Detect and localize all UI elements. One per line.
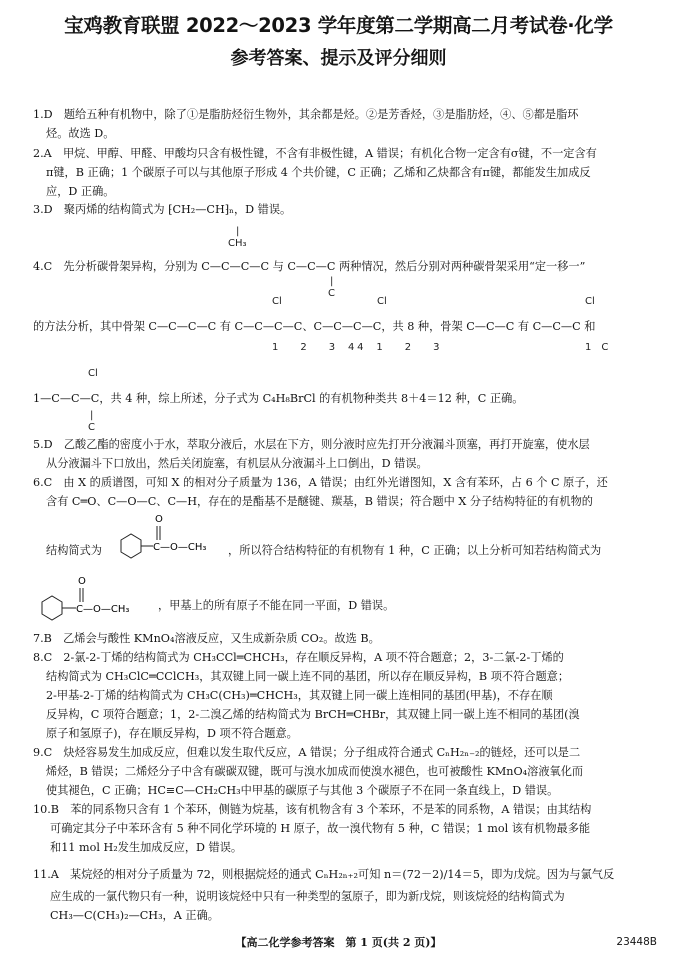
answer-9-line-1: 9.C 炔烃容易发生加成反应，但难以发生取代反应，A 错误；分子组成符合通式 CₙH₂ₙ₋₂的链烃，还可以是二 [33, 746, 581, 759]
answer-11-line-2: 应生成的一氯代物只有一种，说明该烷烃中只有一种类型的氢原子，即为新戊烷，则该烷烃的结构简式为 [50, 890, 565, 903]
answer-1-line-1: 1.D 题给五种有机物中，除了①是脂肪烃衍生物外，其余都是烃。②是芳香烃，③是脂肪烃，④、⑤都是脂环 [33, 108, 579, 121]
position-numbers-a: 1 2 3 4 [272, 342, 370, 353]
cl-label-c: Cl [585, 296, 595, 307]
answer-6-line-2: 含有 C═O、C—O—C、C—H，存在的是酯基不是醚键、羰基，B 错误；符合题中 X 分子结构特征的有机物的 [46, 495, 593, 508]
position-numbers-b: 4 1 2 3 [348, 342, 446, 353]
answer-8-line-1: 8.C 2-氯-2-丁烯的结构简式为 CH₃CCl═CHCH₃，存在顺反异构，A 项不符合题意；2，3-二氯-2-丁烯的 [33, 651, 564, 664]
answer-8-line-3: 2-甲基-2-丁烯的结构简式为 CH₃C(CH₃)═CHCH₃，其双键上同一碳上连相同的基团(甲基)，不存在顺 [46, 689, 553, 702]
answer-10-line-3: 和11 mol H₂发生加成反应，D 错误。 [50, 841, 243, 854]
answer-11-line-3: CH₃—C(CH₃)₂—CH₃，A 正确。 [50, 909, 219, 922]
answer-4-line-1: 4.C 先分析碳骨架异构，分别为 C—C—C—C 与 C—C—C 两种情况，然后分别对两种碳骨架采用“定一移一” [33, 260, 586, 273]
answer-6-line-4: ，所以符合结构特征的有机物有 1 种，C 正确；以上分析可知若结构简式为 [228, 544, 602, 557]
position-numbers-c: 1 C [585, 342, 609, 353]
answer-2-line-3: 应，D 正确。 [46, 185, 115, 198]
svg-text:O: O [78, 576, 86, 587]
answer-8-line-5: 原子和氢原子)，存在顺反异构，D 项不符合题意。 [46, 727, 298, 740]
skeleton-branch-c-2: | C [88, 410, 95, 433]
answer-2-line-2: π键，B 正确；1 个碳原子可以与其他原子形成 4 个共价键，C 正确；乙烯和乙炔都含有π键，都能发生加成反 [46, 166, 591, 179]
answer-7-line-1: 7.B 乙烯会与酸性 KMnO₄溶液反应，又生成新杂质 CO₂。故选 B。 [33, 632, 380, 645]
answer-6-line-5: ，甲基上的所有原子不能在同一平面，D 错误。 [158, 599, 395, 612]
page-footer: 【高二化学参考答案 第 1 页(共 2 页)】 [235, 936, 442, 949]
answer-8-line-2: 结构简式为 CH₃ClC═CClCH₃，其双键上同一碳上连不同的基团，所以存在顺反异构，B 项不符合题意； [46, 670, 570, 683]
answer-4-line-2: 的方法分析，其中骨架 C—C—C—C 有 C—C—C—C、C—C—C—C，共 8 种，骨架 C—C—C 有 C—C—C 和 [33, 320, 596, 333]
answer-9-line-3: 使其褪色，C 正确；HC≡C—CH₂CH₃中甲基的碳原子与其他 3 个碳原子不在同一条直线上，D 错误。 [46, 784, 559, 797]
cl-label-d: Cl [88, 368, 98, 379]
answer-11-line-1: 11.A 某烷烃的相对分子质量为 72，则根据烷烃的通式 CₙH₂ₙ₊₂可知 n＝(72－2)/14＝5，即为戊烷。因为与氯气反 [33, 868, 615, 881]
answer-10-line-1: 10.B 苯的同系物只含有 1 个苯环，侧链为烷基，该有机物含有 3 个苯环，不是苯的同系物，A 错误；由其结构 [33, 803, 592, 816]
methyl-benzoate-structure-2 [36, 570, 156, 624]
answer-8-line-4: 反异构，C 项符合题意；1，2-二溴乙烯的结构简式为 BrCH═CHBr，其双键上同一碳上连不相同的基团(溴 [46, 708, 580, 721]
svg-text:C—O—CH₃: C—O—CH₃ [153, 542, 207, 553]
answer-2-line-1: 2.A 甲烷、甲醇、甲醛、甲酸均只含有极性键，不含有非极性键，A 错误；有机化合物一定含有σ键，不一定含有 [33, 147, 597, 160]
answer-3-line-1: 3.D 聚丙烯的结构简式为 ⁅CH₂—CH⁆ₙ，D 错误。 [33, 203, 292, 216]
document-code: 23448B [616, 936, 657, 948]
skeleton-branch-c: | C [328, 276, 335, 299]
answer-6-line-3: 结构简式为 [46, 544, 102, 557]
cl-label-a: Cl [272, 296, 282, 307]
polypropylene-branch: | CH₃ [228, 226, 247, 249]
answer-10-line-2: 可确定其分子中苯环含有 5 种不同化学环境的 H 原子，故一溴代物有 5 种，C 错误；1 mol 该有机物最多能 [50, 822, 591, 835]
answer-1-line-2: 烃。故选 D。 [46, 127, 115, 140]
svg-text:C—O—CH₃: C—O—CH₃ [76, 604, 130, 615]
methyl-benzoate-structure-1 [105, 510, 225, 562]
svg-text:O: O [155, 514, 163, 525]
document-subtitle: 参考答案、提示及评分细则 [230, 48, 447, 69]
answer-6-line-1: 6.C 由 X 的质谱图，可知 X 的相对分子质量为 136，A 错误；由红外光谱图知，X 含有苯环，占 6 个 C 原子，还 [33, 476, 608, 489]
answer-4-line-3: 1—C—C—C，共 4 种，综上所述，分子式为 C₄H₈BrCl 的有机物种类共 8＋4＝12 种，C 正确。 [33, 392, 524, 405]
answer-5-line-2: 从分液漏斗下口放出，然后关闭旋塞，有机层从分液漏斗上口倒出，D 错误。 [46, 457, 428, 470]
answer-9-line-2: 烯烃，B 错误；二烯烃分子中含有碳碳双键，既可与溴水加成而使溴水褪色，也可被酸性 KMnO₄溶液氧化而 [46, 765, 584, 778]
cl-label-b: Cl [377, 296, 387, 307]
answer-5-line-1: 5.D 乙酸乙酯的密度小于水，萃取分液后，水层在下方，则分液时应先打开分液漏斗顶塞，再打开旋塞，使水层 [33, 438, 590, 451]
document-title: 宝鸡教育联盟 2022～2023 学年度第二学期高二月考试卷·化学 [64, 14, 613, 37]
